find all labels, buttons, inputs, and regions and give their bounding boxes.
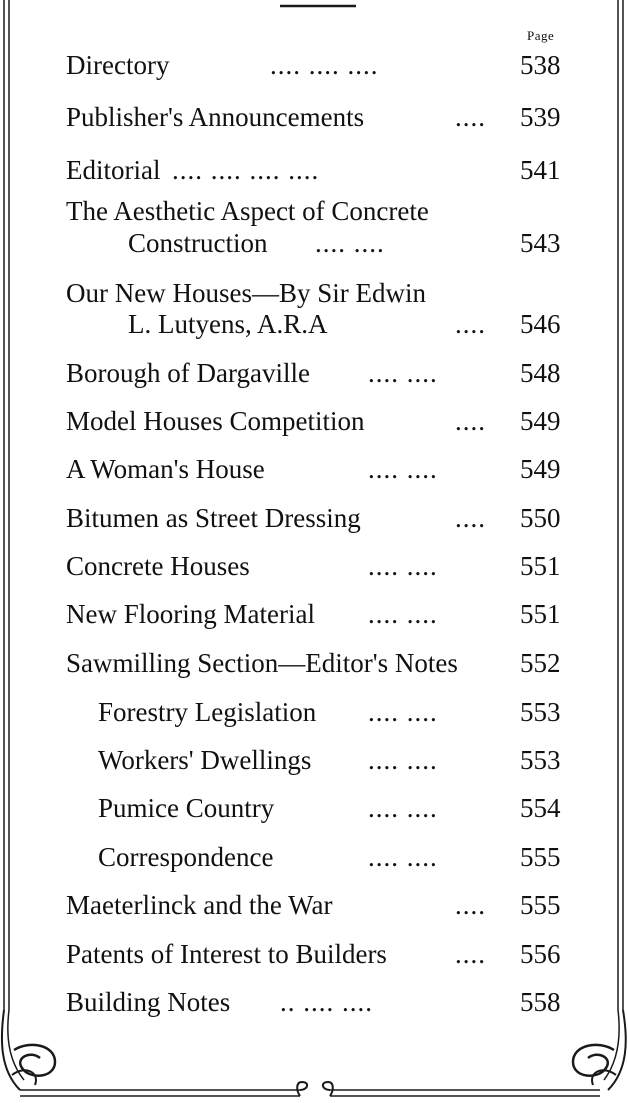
leader-dots: .... .... — [368, 842, 438, 872]
leader-dots: .... .... — [368, 697, 438, 727]
page-column-heading: Page — [527, 28, 555, 43]
toc-entry-page: 549 — [520, 406, 561, 436]
toc-entry-title-continued: Construction — [128, 228, 268, 258]
toc-entry-page: 546 — [520, 309, 561, 339]
toc-entry-page: 541 — [520, 155, 561, 185]
toc-entry-page: 538 — [520, 50, 561, 80]
toc-entry-title: Correspondence — [98, 842, 274, 872]
leader-dots: .... .... — [368, 358, 438, 388]
toc-entry-page: 548 — [520, 358, 561, 388]
toc-entry-title: The Aesthetic Aspect of Concrete — [66, 196, 429, 226]
leader-dots: .... — [455, 939, 486, 969]
leader-dots: .... — [455, 309, 486, 339]
toc-entry-page: 551 — [520, 551, 561, 581]
leader-dots: .. .... .... — [280, 987, 373, 1017]
toc-entry-page: 556 — [520, 939, 561, 969]
leader-dots: .... .... — [368, 551, 438, 581]
leader-dots: .... — [455, 102, 486, 132]
leader-dots: .... .... .... — [270, 50, 379, 80]
toc-entry-title: Forestry Legislation — [98, 697, 317, 727]
toc-entry-page: 552 — [520, 648, 561, 678]
leader-dots: .... .... — [315, 228, 385, 258]
toc-entry-page: 558 — [520, 987, 561, 1017]
toc-entry-title: New Flooring Material — [66, 599, 315, 629]
leader-dots: .... .... .... .... — [172, 155, 320, 185]
toc-entry-page: 554 — [520, 793, 561, 823]
toc-entry-title: Pumice Country — [98, 793, 275, 823]
toc-entry-title: Directory — [66, 50, 170, 80]
toc-entry-page: 555 — [520, 890, 561, 920]
toc-entry-title: Borough of Dargaville — [66, 358, 310, 388]
toc-entry-title: Editorial — [66, 155, 161, 185]
leader-dots: .... .... — [368, 599, 438, 629]
toc-entry-page: 549 — [520, 454, 561, 484]
toc-entry-title: Patents of Interest to Builders — [66, 939, 387, 969]
toc-entry-title: Our New Houses—By Sir Edwin — [66, 278, 426, 308]
leader-dots: .... .... — [368, 745, 438, 775]
leader-dots: .... .... — [368, 454, 438, 484]
toc-entry-title: Workers' Dwellings — [98, 745, 312, 775]
toc-entry-page: 550 — [520, 503, 561, 533]
toc-entry-title: Building Notes — [66, 987, 231, 1017]
leader-dots: .... .... — [368, 793, 438, 823]
toc-entry-page: 539 — [520, 102, 561, 132]
toc-entry-page: 543 — [520, 228, 561, 258]
toc-entry-title-continued: L. Lutyens, A.R.A — [128, 309, 328, 339]
toc-entry-page: 553 — [520, 745, 561, 775]
toc-entry-page: 551 — [520, 599, 561, 629]
leader-dots: .... — [455, 503, 486, 533]
toc-entry-title: Model Houses Competition — [66, 406, 365, 436]
toc-entry-title: Publisher's Announcements — [66, 102, 365, 132]
toc-entry-page: 553 — [520, 697, 561, 727]
toc-entry-page: 555 — [520, 842, 561, 872]
toc-entry-title: Sawmilling Section—Editor's Notes — [66, 648, 458, 678]
toc-entry-title: Concrete Houses — [66, 551, 250, 581]
toc-entry-title: Maeterlinck and the War — [66, 890, 333, 920]
leader-dots: .... — [455, 406, 486, 436]
leader-dots: .... — [455, 890, 486, 920]
toc-entry-title: Bitumen as Street Dressing — [66, 503, 361, 533]
toc-entry-title: A Woman's House — [66, 454, 265, 484]
